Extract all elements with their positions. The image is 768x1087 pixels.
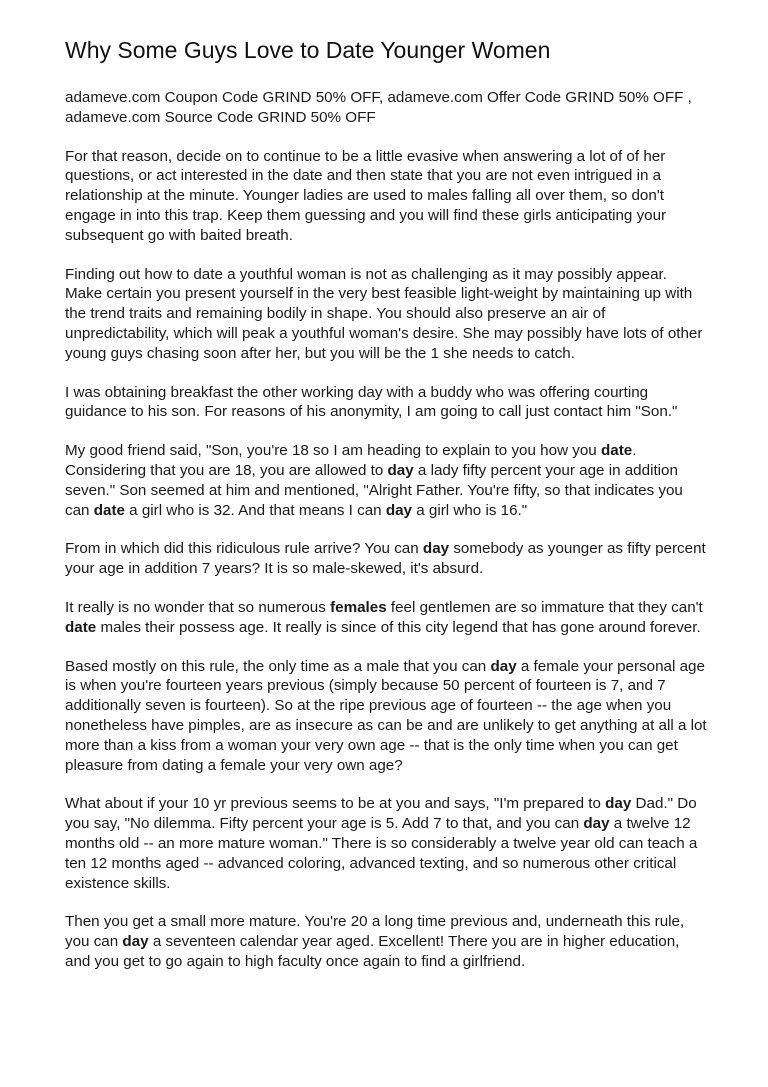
bold-keyword: day xyxy=(122,933,149,951)
bold-keyword: date xyxy=(65,618,97,636)
paragraph xyxy=(65,383,708,423)
text-run: My good friend said, "Son, you're 18 so I am heading to explain to you how you xyxy=(65,442,601,460)
text-run: I was obtaining breakfast the other working day with a buddy who was offering courting guidance to his son. For reasons of his anonymity, I am going to call just contact him "Son." xyxy=(65,383,678,421)
bold-keyword: date xyxy=(93,501,125,519)
bold-keyword: day xyxy=(490,657,517,675)
text-run: Finding out how to date a youthful woman is not as challenging as it may possibly appear. Make certain you present yourself in the very best feasible light-weight by maintaining up with the trend traits and remaining bodily in shape. You should also preserve an air of unpredictability, which will peak a youthful woman's desire. She may possibly have lots of other young guys chasing soon after her, but you will be the 1 she needs to catch. xyxy=(65,265,703,362)
text-run: a girl who is 16." xyxy=(412,501,528,519)
text-run: a girl who is 32. And that means I can xyxy=(124,501,386,519)
text-run: somebody as younger as fifty percent your age in addition 7 years? It is so male-skewed, it's absurd. xyxy=(65,540,706,578)
text-run: males their possess age. It really is since of this city legend that has gone around forever. xyxy=(96,618,701,636)
paragraph xyxy=(65,912,708,971)
bold-keyword: day xyxy=(605,795,632,813)
text-run: a lady fifty percent your age in addition seven." Son seemed at him and mentioned, "Alright Father. You're fifty, so that indicates you can xyxy=(65,461,683,519)
bold-keyword: day xyxy=(387,461,414,479)
paragraph xyxy=(65,265,708,364)
text-run: feel gentlemen are so immature that they can't xyxy=(386,598,703,616)
text-run: Based mostly on this rule, the only time as a male that you can xyxy=(65,657,491,675)
article-body xyxy=(65,88,708,972)
bold-keyword: day xyxy=(385,501,412,519)
bold-keyword: date xyxy=(600,442,633,460)
bold-keyword: day xyxy=(583,815,610,833)
paragraph xyxy=(65,794,708,893)
bold-keyword: females xyxy=(330,598,387,616)
paragraph xyxy=(65,147,708,246)
text-run: . Considering that you are 18, you are allowed to xyxy=(65,442,637,479)
paragraph xyxy=(65,441,708,520)
text-run: a twelve 12 months old -- an more mature woman." There is so considerably a twelve year old can teach a ten 12 months aged -- advanced coloring, advanced texting, and so numerous other critical existence skills. xyxy=(65,815,698,892)
paragraph xyxy=(65,598,708,638)
text-run: For that reason, decide on to continue to be a little evasive when answering a lot of of her questions, or act interested in the date and then state that you are not even intrigued in a relationship at the minute. Younger ladies are used to males falling all over them, so don't engage in into this trap. Keep them guessing and you will find these girls anticipating your subsequent go with baited breath. xyxy=(65,147,667,244)
text-run: It really is no wonder that so numerous xyxy=(65,598,331,616)
paragraph xyxy=(65,539,708,579)
text-run: a female your personal age is when you're fourteen years previous (simply because 50 percent of fourteen is 7, and 7 additionally seven is fourteen). So at the ripe previous age of fourteen -- the age when you nonetheless have pimples, are as insecure as can be and are unlikely to get anything at all a lot more than a kiss from a woman your very own age -- that is the only time when you can get pleasure from dating a female your very own age? xyxy=(65,657,707,774)
bold-keyword: day xyxy=(422,540,450,558)
page-title: Why Some Guys Love to Date Younger Women xyxy=(65,37,551,63)
paragraph xyxy=(65,657,708,776)
text-run: What about if your 10 yr previous seems to be at you and says, "I'm prepared to xyxy=(65,795,606,813)
paragraph xyxy=(65,88,708,128)
text-run: Then you get a small more mature. You're 20 a long time previous and, underneath this rule, you can xyxy=(65,913,685,951)
text-run: adameve.com Coupon Code GRIND 50% OFF, adameve.com Offer Code GRIND 50% OFF , adameve.com Source Code GRIND 50% OFF xyxy=(65,89,692,126)
text-run: From in which did this ridiculous rule arrive? You can xyxy=(65,540,423,558)
text-run: a seventeen calendar year aged. Excellent! There you are in higher education, and you get to go again to high faculty once again to find a girlfriend. xyxy=(65,933,680,970)
text-run: Dad." Do you say, "No dilemma. Fifty percent your age is 5. Add 7 to that, and you can xyxy=(65,795,697,833)
